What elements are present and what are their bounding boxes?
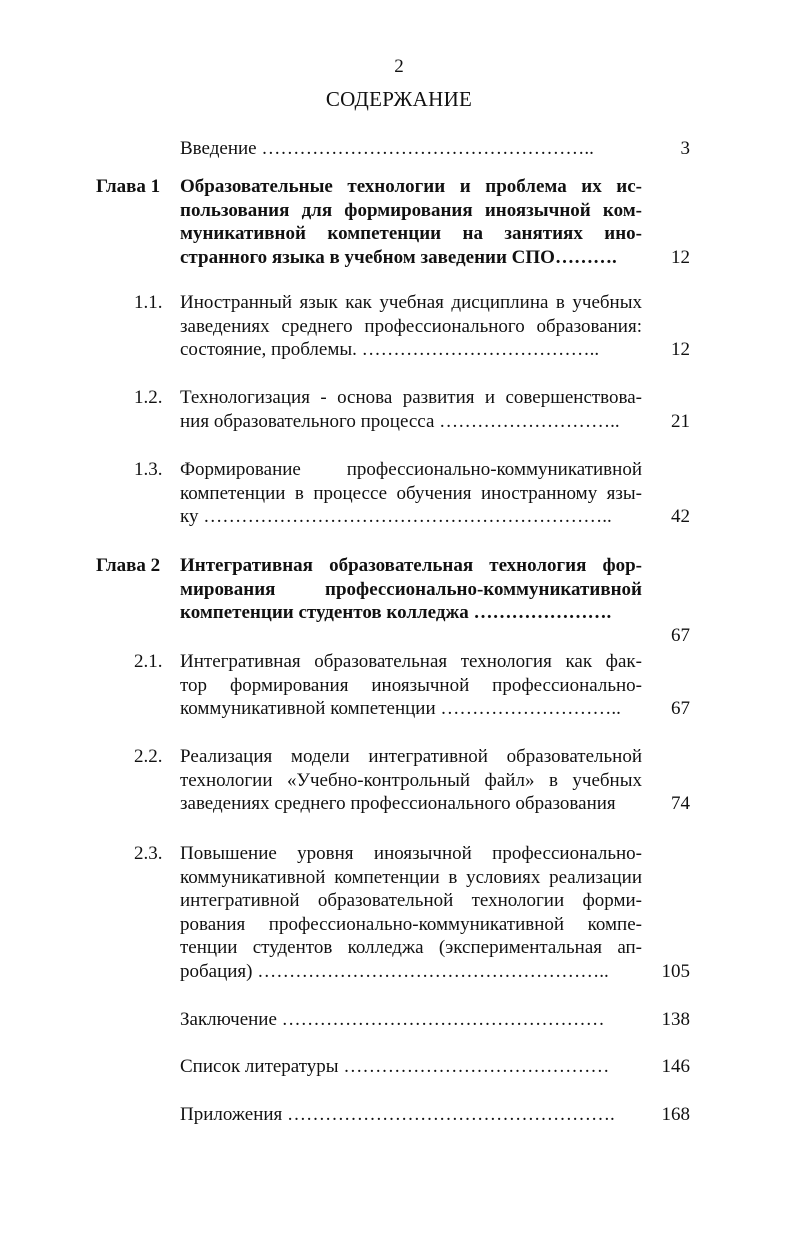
toc-entry-text bbox=[180, 650, 642, 721]
toc-line: робация) ……………………………………………….. bbox=[180, 960, 609, 982]
toc-page-number: 42 bbox=[671, 506, 690, 527]
toc-line: Введение …………………………………………….. bbox=[180, 138, 594, 159]
toc-entry-label: 2.2. bbox=[134, 746, 163, 767]
toc-entry-text bbox=[180, 1055, 642, 1079]
toc-entry-text bbox=[180, 458, 642, 529]
toc-line: Технологизация - основа развития и совершенствова- bbox=[180, 387, 642, 408]
toc-line: странного языка в учебном заведении СПО………. bbox=[180, 246, 617, 268]
toc-line: компетенции студентов колледжа …………………. bbox=[180, 602, 612, 623]
toc-page-number: 67 bbox=[671, 698, 690, 719]
toc-entry-label: Глава 2 bbox=[96, 555, 161, 576]
toc-entry-text bbox=[180, 1008, 642, 1032]
toc-line: Формирование профессионально-коммуникативной bbox=[180, 459, 642, 480]
toc-line: рования профессионально-коммуникативной компе- bbox=[180, 913, 642, 935]
toc-line: тенции студентов колледжа (экспериментальная ап- bbox=[180, 937, 642, 958]
toc-entry-label: Глава 1 bbox=[96, 176, 161, 197]
toc-line: ку ……………………………………………………….. bbox=[180, 506, 612, 527]
toc-entry-label: 1.2. bbox=[134, 387, 163, 408]
toc-line: состояние, проблемы. ……………………………….. bbox=[180, 339, 600, 360]
toc-line: Реализация модели интегративной образовательной bbox=[180, 746, 642, 767]
toc-entry-label: 2.3. bbox=[134, 843, 163, 864]
toc-line: технологии «Учебно-контрольный файл» в учебных bbox=[180, 769, 642, 791]
toc-entry-text bbox=[180, 745, 642, 816]
toc-entry-label: 1.3. bbox=[134, 459, 163, 480]
toc-line: Список литературы …………………………………… bbox=[180, 1056, 610, 1077]
toc-line: коммуникативной компетенции ……………………….. bbox=[180, 698, 621, 719]
toc-line: мирования профессионально-коммуникативной bbox=[180, 578, 642, 600]
toc-line: ния образовательного процесса ……………………….. bbox=[180, 410, 620, 432]
toc-entry-label: 1.1. bbox=[134, 292, 163, 313]
toc-entry-text bbox=[180, 1103, 642, 1127]
toc-line: пользования для формирования иноязычной ком- bbox=[180, 199, 642, 221]
toc-line: интегративной образовательной технологии форми- bbox=[180, 890, 642, 911]
toc-entry-text bbox=[180, 291, 642, 362]
page-number: 2 bbox=[394, 56, 404, 77]
toc-entry-text bbox=[180, 842, 642, 983]
toc-line: Образовательные технологии и проблема их ис- bbox=[180, 176, 642, 197]
toc-page-number: 146 bbox=[661, 1056, 690, 1077]
toc-page-number: 138 bbox=[661, 1009, 690, 1030]
toc-line: заведениях среднего профессионального образования bbox=[180, 793, 616, 814]
toc-page-number: 105 bbox=[661, 960, 690, 982]
toc-line: Интегративная образовательная технология фор- bbox=[180, 555, 642, 576]
toc-entry-text bbox=[180, 386, 642, 433]
toc-line: муникативной компетенции на занятиях ино- bbox=[180, 223, 642, 244]
toc-page-number: 67 bbox=[671, 625, 690, 646]
page-title: СОДЕРЖАНИЕ bbox=[325, 87, 473, 111]
toc-entry-text bbox=[180, 137, 642, 161]
toc-line: компетенции в процессе обучения иностранному язы- bbox=[180, 482, 642, 504]
toc-page-number: 12 bbox=[671, 246, 690, 268]
toc-page-number: 12 bbox=[671, 339, 690, 360]
toc-line: Повышение уровня иноязычной профессионально- bbox=[180, 843, 642, 864]
toc-page-number: 74 bbox=[671, 793, 690, 814]
toc-line: Интегративная образовательная технология как фак- bbox=[180, 651, 642, 672]
toc-page-number: 21 bbox=[671, 410, 690, 432]
toc-line: Иностранный язык как учебная дисциплина в учебных bbox=[180, 292, 642, 313]
toc-line: тор формирования иноязычной профессионально- bbox=[180, 674, 642, 696]
toc-line: заведениях среднего профессионального образования: bbox=[180, 315, 642, 337]
toc-line: коммуникативной компетенции в условиях реализации bbox=[180, 866, 642, 888]
toc-line: Приложения ……………………………………………. bbox=[180, 1104, 615, 1125]
toc-line: Заключение …………………………………………… bbox=[180, 1009, 605, 1030]
toc-page-number: 168 bbox=[661, 1104, 690, 1125]
toc-entry-text bbox=[180, 554, 642, 625]
toc-entry-text bbox=[180, 175, 642, 269]
toc-entry-label: 2.1. bbox=[134, 651, 163, 672]
toc-page-number: 3 bbox=[680, 138, 690, 159]
